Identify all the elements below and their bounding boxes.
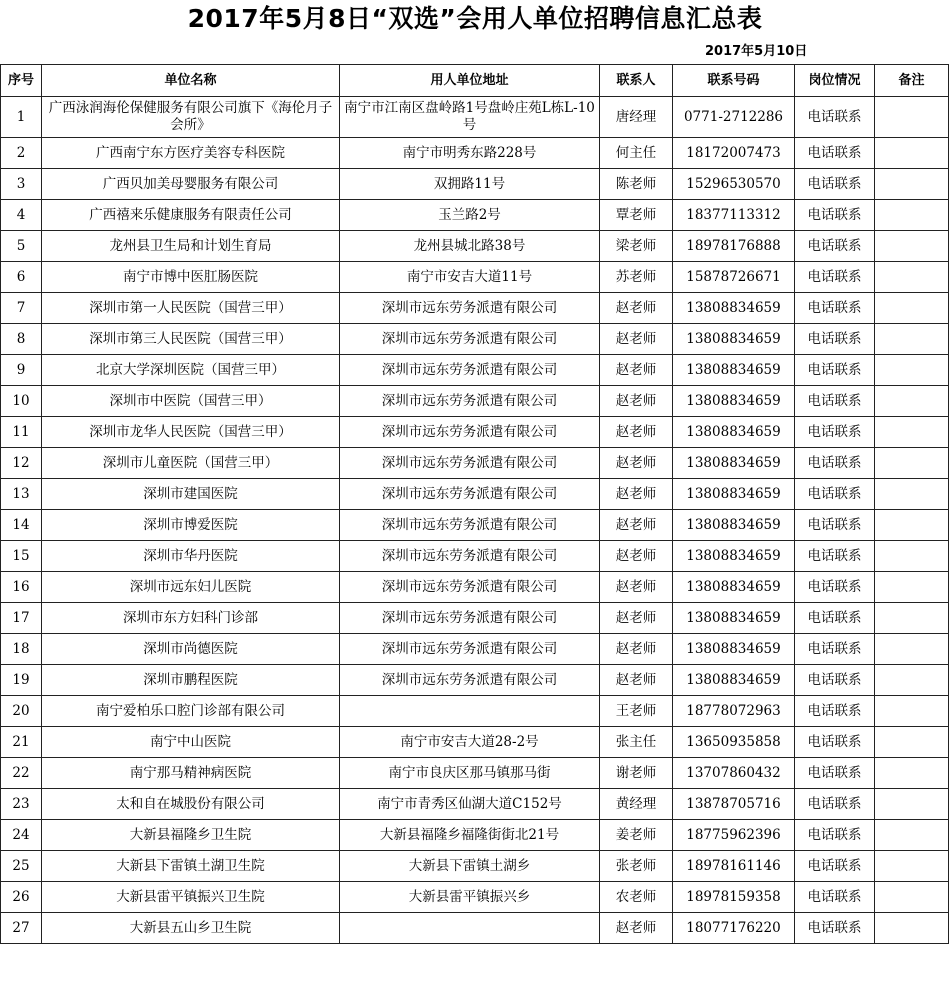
cell-contact: 赵老师 [600,479,673,510]
cell-unit-name: 深圳市东方妇科门诊部 [42,603,340,634]
table-row [1,200,949,231]
cell-notes [875,634,949,665]
cell-address [340,696,600,727]
cell-position: 电话联系 [795,758,875,789]
cell-address: 深圳市远东劳务派遣有限公司 [340,386,600,417]
table-row [1,727,949,758]
cell-unit-name: 深圳市龙华人民医院（国营三甲） [42,417,340,448]
header-phone: 联系号码 [673,65,795,97]
cell-notes [875,541,949,572]
header-unit-name: 单位名称 [42,65,340,97]
cell-address: 深圳市远东劳务派遣有限公司 [340,293,600,324]
cell-unit-name: 深圳市第一人民医院（国营三甲） [42,293,340,324]
cell-address: 深圳市远东劳务派遣有限公司 [340,634,600,665]
cell-position: 电话联系 [795,138,875,169]
cell-contact: 赵老师 [600,913,673,944]
cell-contact: 赵老师 [600,324,673,355]
cell-position: 电话联系 [795,293,875,324]
cell-unit-name: 深圳市第三人民医院（国营三甲） [42,324,340,355]
cell-unit-name: 深圳市鹏程医院 [42,665,340,696]
cell-phone: 13808834659 [673,479,795,510]
cell-notes [875,882,949,913]
table-row [1,572,949,603]
cell-unit-name: 广西贝加美母婴服务有限公司 [42,169,340,200]
cell-index: 3 [1,169,42,200]
cell-notes [875,851,949,882]
cell-contact: 谢老师 [600,758,673,789]
cell-notes [875,200,949,231]
cell-notes [875,696,949,727]
cell-phone: 13808834659 [673,448,795,479]
cell-index: 27 [1,913,42,944]
cell-phone: 18377113312 [673,200,795,231]
cell-notes [875,820,949,851]
cell-address: 南宁市安吉大道11号 [340,262,600,293]
table-row [1,448,949,479]
cell-contact: 赵老师 [600,355,673,386]
cell-unit-name: 南宁中山医院 [42,727,340,758]
table-row [1,634,949,665]
table-row [1,97,949,138]
cell-position: 电话联系 [795,479,875,510]
cell-position: 电话联系 [795,200,875,231]
cell-index: 26 [1,882,42,913]
cell-phone: 18077176220 [673,913,795,944]
table-row [1,789,949,820]
report-date: 2017年5月10日 [705,44,808,59]
cell-unit-name: 龙州县卫生局和计划生育局 [42,231,340,262]
cell-index: 23 [1,789,42,820]
cell-address: 大新县福隆乡福隆街街北21号 [340,820,600,851]
cell-phone: 18978176888 [673,231,795,262]
header-notes: 备注 [875,65,949,97]
table-row [1,758,949,789]
cell-notes [875,138,949,169]
cell-index: 11 [1,417,42,448]
cell-position: 电话联系 [795,231,875,262]
cell-position: 电话联系 [795,665,875,696]
cell-address: 玉兰路2号 [340,200,600,231]
cell-contact: 梁老师 [600,231,673,262]
header-address: 用人单位地址 [340,65,600,97]
cell-index: 4 [1,200,42,231]
cell-contact: 赵老师 [600,665,673,696]
cell-phone: 18978159358 [673,882,795,913]
cell-address: 南宁市青秀区仙湖大道C152号 [340,789,600,820]
cell-position: 电话联系 [795,417,875,448]
header-index: 序号 [1,65,42,97]
cell-index: 2 [1,138,42,169]
cell-notes [875,665,949,696]
cell-index: 13 [1,479,42,510]
table-row [1,479,949,510]
cell-contact: 唐经理 [600,97,673,138]
cell-position: 电话联系 [795,572,875,603]
table-row [1,541,949,572]
cell-position: 电话联系 [795,355,875,386]
cell-index: 16 [1,572,42,603]
cell-index: 21 [1,727,42,758]
cell-contact: 农老师 [600,882,673,913]
cell-address: 深圳市远东劳务派遣有限公司 [340,572,600,603]
cell-address: 双拥路11号 [340,169,600,200]
cell-contact: 何主任 [600,138,673,169]
table-row [1,913,949,944]
cell-index: 25 [1,851,42,882]
table-row [1,882,949,913]
cell-phone: 13878705716 [673,789,795,820]
cell-notes [875,913,949,944]
cell-address: 大新县雷平镇振兴乡 [340,882,600,913]
cell-phone: 15296530570 [673,169,795,200]
cell-position: 电话联系 [795,386,875,417]
cell-position: 电话联系 [795,97,875,138]
cell-unit-name: 大新县下雷镇土湖卫生院 [42,851,340,882]
cell-unit-name: 深圳市中医院（国营三甲） [42,386,340,417]
cell-phone: 13808834659 [673,510,795,541]
cell-unit-name: 大新县五山乡卫生院 [42,913,340,944]
cell-address: 南宁市安吉大道28-2号 [340,727,600,758]
cell-contact: 苏老师 [600,262,673,293]
cell-unit-name: 深圳市儿童医院（国营三甲） [42,448,340,479]
cell-contact: 姜老师 [600,820,673,851]
cell-unit-name: 深圳市建国医院 [42,479,340,510]
cell-position: 电话联系 [795,603,875,634]
cell-address: 深圳市远东劳务派遣有限公司 [340,603,600,634]
cell-position: 电话联系 [795,262,875,293]
cell-phone: 13808834659 [673,634,795,665]
cell-notes [875,417,949,448]
cell-phone: 18775962396 [673,820,795,851]
cell-phone: 13808834659 [673,417,795,448]
cell-address: 南宁市良庆区那马镇那马街 [340,758,600,789]
cell-contact: 赵老师 [600,572,673,603]
cell-phone: 13808834659 [673,665,795,696]
cell-index: 24 [1,820,42,851]
table-row [1,324,949,355]
cell-address: 深圳市远东劳务派遣有限公司 [340,665,600,696]
cell-position: 电话联系 [795,696,875,727]
cell-address: 深圳市远东劳务派遣有限公司 [340,541,600,572]
cell-address: 深圳市远东劳务派遣有限公司 [340,479,600,510]
cell-position: 电话联系 [795,913,875,944]
cell-address: 深圳市远东劳务派遣有限公司 [340,355,600,386]
table-row [1,851,949,882]
table-row [1,603,949,634]
cell-notes [875,758,949,789]
recruitment-table [0,64,949,944]
cell-notes [875,231,949,262]
table-row [1,820,949,851]
cell-contact: 赵老师 [600,510,673,541]
cell-position: 电话联系 [795,882,875,913]
cell-notes [875,355,949,386]
cell-index: 5 [1,231,42,262]
cell-unit-name: 太和自在城股份有限公司 [42,789,340,820]
cell-index: 8 [1,324,42,355]
cell-notes [875,262,949,293]
table-row [1,665,949,696]
cell-index: 22 [1,758,42,789]
cell-notes [875,727,949,758]
cell-notes [875,169,949,200]
cell-notes [875,324,949,355]
cell-unit-name: 南宁市博中医肛肠医院 [42,262,340,293]
cell-position: 电话联系 [795,634,875,665]
table-header-row [1,65,949,97]
cell-notes [875,479,949,510]
cell-index: 6 [1,262,42,293]
cell-address: 深圳市远东劳务派遣有限公司 [340,448,600,479]
cell-position: 电话联系 [795,169,875,200]
cell-phone: 13808834659 [673,603,795,634]
table-row [1,262,949,293]
cell-phone: 0771-2712286 [673,97,795,138]
cell-position: 电话联系 [795,541,875,572]
cell-contact: 黄经理 [600,789,673,820]
table-row [1,169,949,200]
cell-contact: 陈老师 [600,169,673,200]
cell-unit-name: 深圳市尚德医院 [42,634,340,665]
cell-unit-name: 南宁那马精神病医院 [42,758,340,789]
cell-position: 电话联系 [795,789,875,820]
cell-index: 12 [1,448,42,479]
cell-position: 电话联系 [795,727,875,758]
page-title: 2017年5月8日“双选”会用人单位招聘信息汇总表 [187,4,763,33]
cell-unit-name: 大新县福隆乡卫生院 [42,820,340,851]
table-row [1,417,949,448]
cell-address: 深圳市远东劳务派遣有限公司 [340,324,600,355]
cell-index: 7 [1,293,42,324]
cell-index: 18 [1,634,42,665]
cell-phone: 13707860432 [673,758,795,789]
cell-position: 电话联系 [795,510,875,541]
cell-phone: 15878726671 [673,262,795,293]
cell-contact: 赵老师 [600,386,673,417]
cell-notes [875,789,949,820]
cell-index: 19 [1,665,42,696]
cell-position: 电话联系 [795,820,875,851]
cell-index: 20 [1,696,42,727]
table-row [1,293,949,324]
table-row [1,696,949,727]
header-contact: 联系人 [600,65,673,97]
table-row [1,231,949,262]
cell-unit-name: 广西禧来乐健康服务有限责任公司 [42,200,340,231]
cell-contact: 张老师 [600,851,673,882]
cell-address: 南宁市江南区盘岭路1号盘岭庄苑L栋L-10号 [340,97,600,138]
cell-position: 电话联系 [795,448,875,479]
cell-notes [875,97,949,138]
table-row [1,510,949,541]
cell-unit-name: 深圳市华丹医院 [42,541,340,572]
cell-unit-name: 北京大学深圳医院（国营三甲） [42,355,340,386]
cell-notes [875,448,949,479]
cell-phone: 13808834659 [673,293,795,324]
cell-address [340,913,600,944]
cell-index: 1 [1,97,42,138]
cell-notes [875,293,949,324]
cell-phone: 13808834659 [673,355,795,386]
cell-phone: 13650935858 [673,727,795,758]
cell-contact: 张主任 [600,727,673,758]
cell-address: 大新县下雷镇土湖乡 [340,851,600,882]
cell-index: 15 [1,541,42,572]
cell-unit-name: 广西南宁东方医疗美容专科医院 [42,138,340,169]
cell-contact: 赵老师 [600,448,673,479]
cell-notes [875,603,949,634]
cell-contact: 赵老师 [600,603,673,634]
cell-unit-name: 深圳市远东妇儿医院 [42,572,340,603]
table-row [1,355,949,386]
cell-phone: 18778072963 [673,696,795,727]
cell-phone: 18172007473 [673,138,795,169]
cell-phone: 18978161146 [673,851,795,882]
cell-contact: 赵老师 [600,293,673,324]
cell-phone: 13808834659 [673,541,795,572]
cell-contact: 赵老师 [600,541,673,572]
cell-address: 南宁市明秀东路228号 [340,138,600,169]
cell-index: 17 [1,603,42,634]
cell-unit-name: 南宁爱柏乐口腔门诊部有限公司 [42,696,340,727]
cell-notes [875,510,949,541]
cell-position: 电话联系 [795,851,875,882]
cell-contact: 覃老师 [600,200,673,231]
cell-contact: 赵老师 [600,634,673,665]
cell-phone: 13808834659 [673,324,795,355]
cell-unit-name: 广西泳润海伦保健服务有限公司旗下《海伦月子会所》 [42,97,340,138]
cell-position: 电话联系 [795,324,875,355]
cell-address: 深圳市远东劳务派遣有限公司 [340,510,600,541]
cell-unit-name: 深圳市博爱医院 [42,510,340,541]
cell-address: 龙州县城北路38号 [340,231,600,262]
cell-contact: 赵老师 [600,417,673,448]
cell-notes [875,386,949,417]
cell-phone: 13808834659 [673,572,795,603]
cell-address: 深圳市远东劳务派遣有限公司 [340,417,600,448]
cell-contact: 王老师 [600,696,673,727]
cell-index: 14 [1,510,42,541]
table-row [1,386,949,417]
cell-unit-name: 大新县雷平镇振兴卫生院 [42,882,340,913]
header-position: 岗位情况 [795,65,875,97]
cell-index: 9 [1,355,42,386]
cell-index: 10 [1,386,42,417]
cell-notes [875,572,949,603]
table-row [1,138,949,169]
cell-phone: 13808834659 [673,386,795,417]
